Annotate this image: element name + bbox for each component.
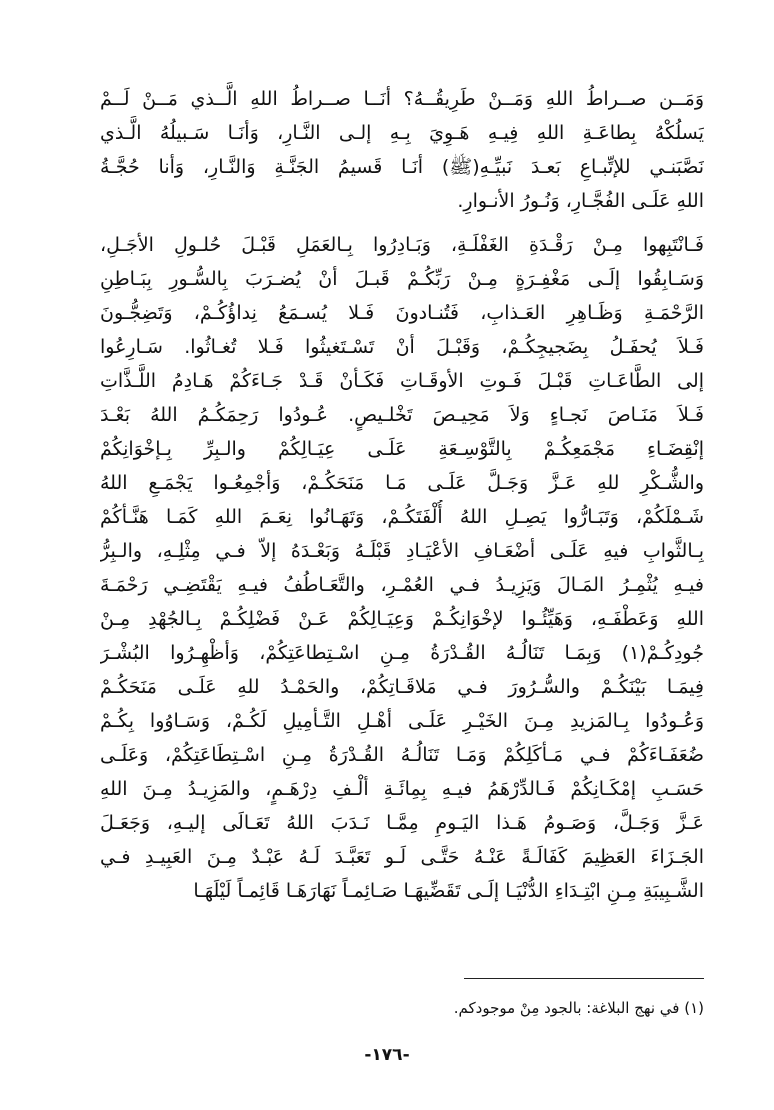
text-line: فَـلاَ يُحفَـلُ بِضَجيجِكُـمْ، وَقَبْـلَ أنْ تَسْـتَغيثُوا فَـلا تُغـاثُوا. سَـارِعُوا (100, 336, 704, 358)
text-line: وَسَـابِقُوا إلَـى مَغْفِـرَةٍ مِـنْ رَبِّكُـمْ قَبـلَ أنْ يُضـرَبَ بِالسُّـورِ بِبَـاطِنِ (100, 268, 704, 290)
text-line: يَسلُكْهُ بِطاعَـةِ اللهِ فِيـهِ هَـوِيَ بِـهِ إلـى النَّـارِ، وَأنَـا سَـبيلُهُ الَّـذي (100, 122, 704, 144)
text-line: وَعُـودُوا بِـالمَزيدِ مِـنَ الخَيْـرِ عَلَـى أهْـلِ التَّـأمِيلِ لَكُـمْ، وَسَـاوُوا بِكُـمْ (100, 710, 704, 732)
text-line: الجَـزَاءَ العَظِيمَ كَفَالَـةً عَنْـهُ حَتَّـى لَـو تَعَبَّـدَ لَـهُ عَبْـدٌ مِـنَ العَبِيـدِ فـي (100, 846, 704, 868)
text-line: نَصَّبَنـي للإتِّبـاعِ بَعـدَ نَبيِّـهِ(ﷺ) أنَـا قَسيمُ الجَنَّـةِ وَالنَّـارِ، وَأنا حُجَّـةُ (100, 156, 704, 178)
text-line: فيـهِ يُثْمِـرُ المَـالَ وَيَزِيـدُ فـي العُمْـرِ، والتَّعَـاطُفُ فيـهِ يَقْتَضِـي رَحْمَـةَ (100, 574, 704, 596)
footnote: (١) في نهج البلاغة: بالجود مِنْ موجودكم. (453, 999, 704, 1017)
text-line: عَـزَّ وَجَـلَّ، وَصَـومُ هَـذا اليَـومِ مِمَّـا نَـدَبَ اللهُ تَعَـالَى إليـهِ، وَجَعَـلَ (100, 812, 704, 834)
text-line: اللهِ عَلَـى الفُجَّـارِ، وَنُـورُ الأنـوارِ. (457, 190, 704, 212)
paragraph (100, 82, 704, 218)
text-line: شَـمْلَكُمْ، وَتَبَـارُّوا يَصِـلِ اللهُ أُلْفَتَكُـمْ، وَتَهَـانُوا نِعَـمَ اللهِ كَمَـا هَنَّـأكُمْ (100, 506, 704, 528)
text-line: ضُعَفَـاءَكُمْ فـي مَـأكَلِكُمْ وَمَـا تَنَالُـهُ القُـدْرَةُ مِـنِ اسْـتِطَاعَتِكُمْ، وَعَلَـى (100, 744, 704, 766)
text-line: الرَّحْمَـةِ وَظَـاهِرِ العَـذابِ، فَتُنـادونَ فَـلا يُسـمَعُ نِداؤُكُـمْ، وَتَضِجُّـونَ (100, 302, 704, 324)
text-line: إلى الطَّاعَـاتِ قَبْـلَ فَـوتِ الأوقَـاتِ فَكَـأنْ قَـدْ جَـاءَكُمْ هَـادِمُ اللَّـذَّاتِ (100, 370, 704, 392)
page-number: -١٧٦- (364, 1045, 410, 1065)
text-line: والشُّـكْرِ للهِ عَـزَّ وَجَـلَّ عَلَـى مَـا مَنَحَكُـمْ، وَأجْمِعُـوا يَجْمَـعِ اللهُ (100, 472, 704, 494)
text-line: فِيمَـا بَيْنَكُـمْ والسُّـرُورَ فـي مَلاقَـاتِكُمْ، والحَمْـدُ للهِ عَلَـى مَنَحَكُـمْ (100, 676, 704, 698)
text-line: جُودِكُـمْ(١) وَبِمَـا تَنَالُـهُ القُـدْرَةُ مِـنِ اسْـتِطاعَتِكُمْ، وَأظْهِـرُوا البُشْـرَ (100, 642, 704, 664)
text-line: اللهِ وَعَطْفَـهِ، وَهَيِّئُـوا لإخْوَانِكُـمْ وَعِيَـالِكُمْ عَـنْ فَضْلِكُـمْ بِـالجُهْدِ مِـنْ (100, 608, 704, 630)
text-line: حَسَـبِ إمْكَـانِكُمْ فَـالدِّرْهَمُ فيـهِ بِمِائَـةِ ألْـفِ دِرْهَـمٍ، والمَزِيـدُ مِـنَ اللهِ (100, 778, 704, 800)
text-line: الشَّـبِيبَةِ مِـنِ ابْتِـدَاءِ الدُّنْيَـا إلَـى تَقَضِّيهَـا صَـائِمـاً نَهَارَهَـا قَائِمـاً لَيْلَهَـا (193, 880, 704, 902)
text-line: فَـانْتَبِهوا مِـنْ رَقْـدَةِ الغَفْلَـةِ، وَبَـادِرُوا بِـالعَمَلِ قَبْـلَ حُلـولِ الأجَـلِ، (100, 234, 704, 256)
text-line: فَـلاَ مَنَـاصَ نَجـاءٍ وَلاَ مَحِيـصَ تَخْلـيصٍ. عُـودُوا رَحِمَكُـمُ اللهُ بَعْـدَ (100, 404, 704, 426)
main-text (100, 82, 704, 908)
text-line: بِـالثَّوابِ فيهِ عَلَـى أضْعَـافِ الأعْيَـادِ قَبْلَـهُ وَبَعْـدَهُ إلاّ فـي مِثْلِـهِ، والـبِرُّ (100, 540, 704, 562)
text-line: وَمَــن صــراطُ اللهِ وَمَــنْ طَرِيقُــهُ؟ أنَــا صــراطُ اللهِ الَّــذي مَــنْ لَــمْ (100, 88, 704, 110)
text-line: إنْقِضَـاءِ مَجْمَعِكُـمْ بِالتَّوْسِـعَةِ عَلَـى عِيَـالِكُمْ والـبِرِّ بِـإخْوَانِكُمْ (100, 438, 704, 460)
footnote-separator (464, 978, 704, 979)
paragraph (100, 228, 704, 908)
